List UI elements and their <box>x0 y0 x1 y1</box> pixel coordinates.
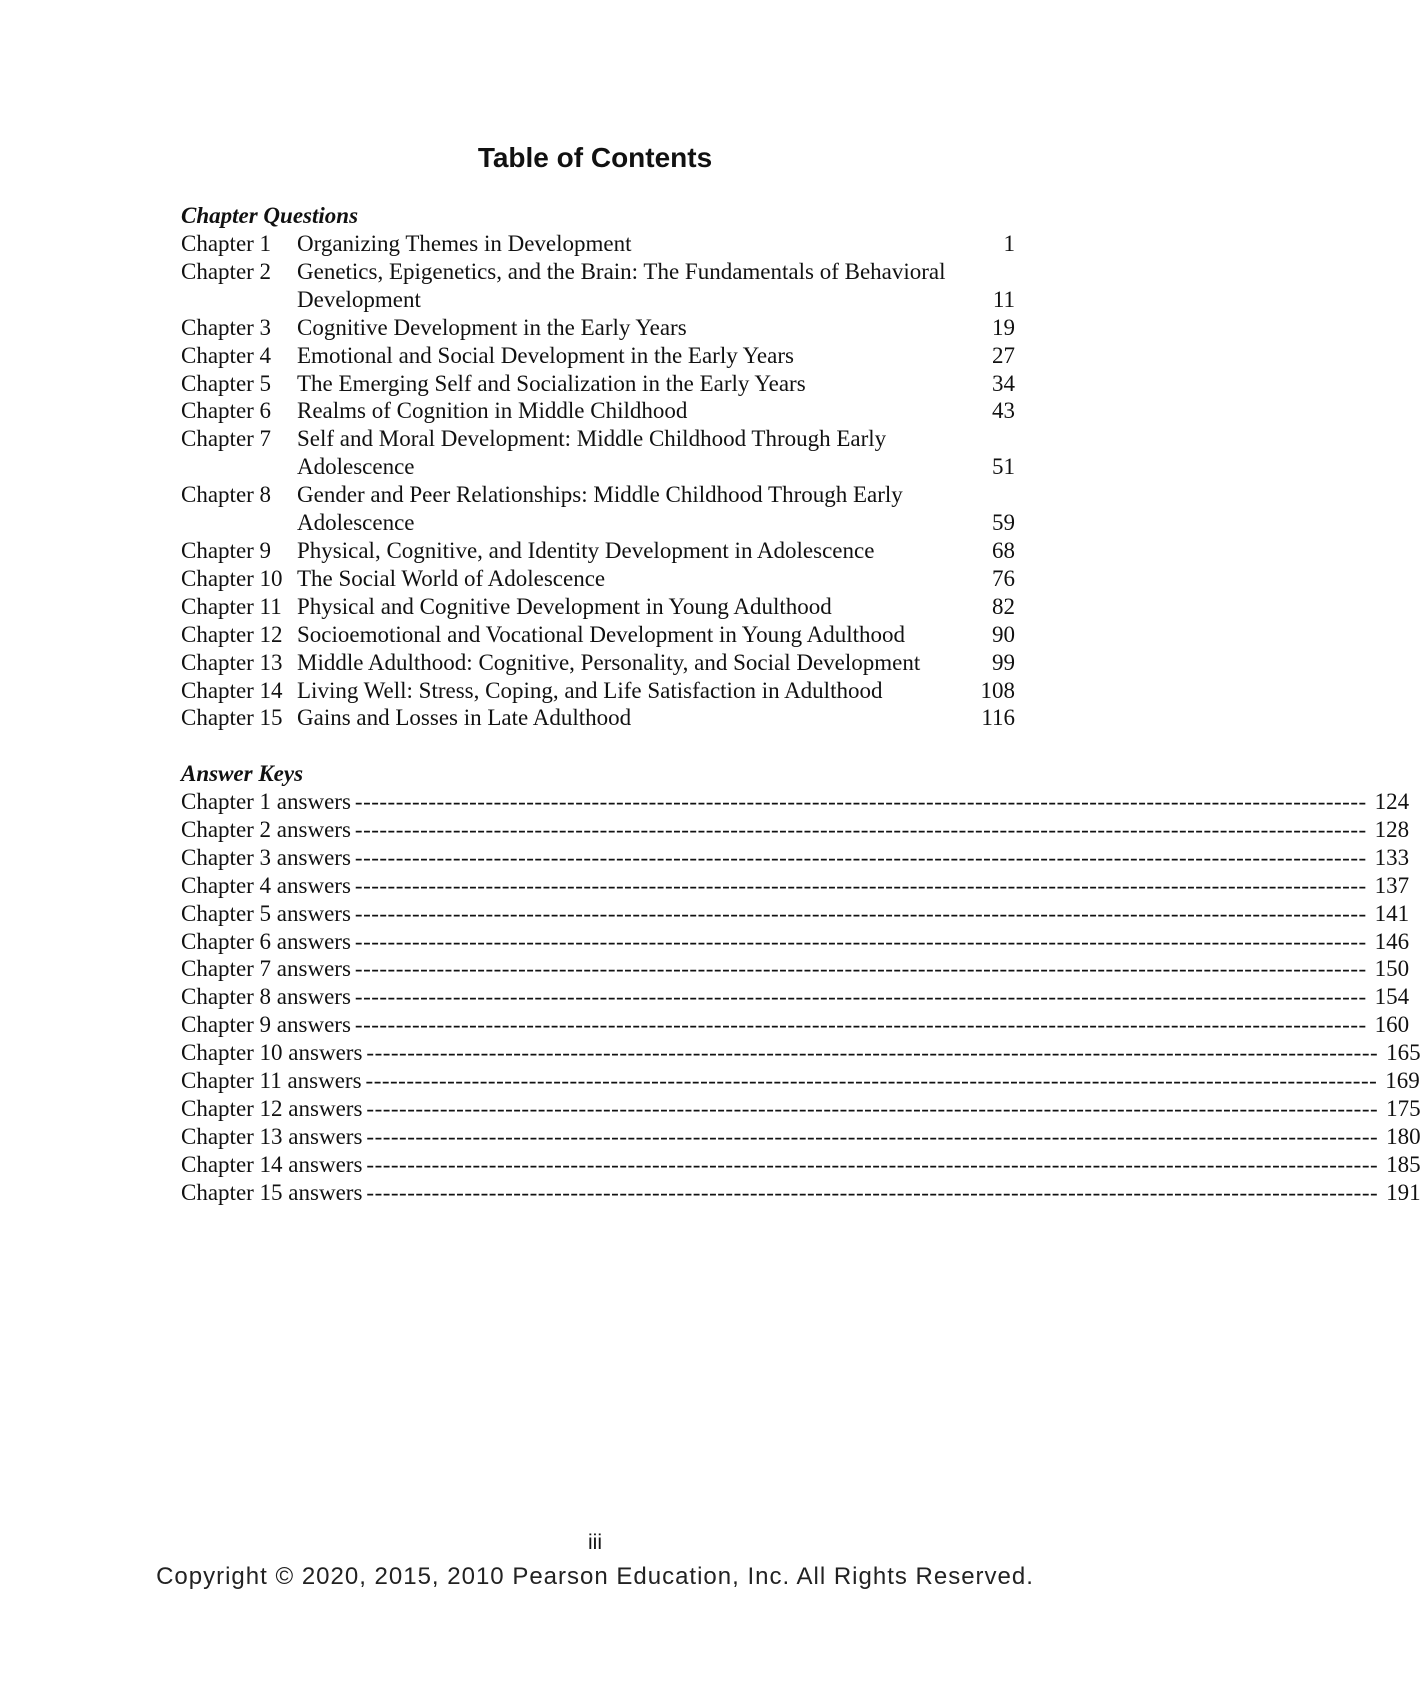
chapter-questions-heading: Chapter Questions <box>181 203 359 228</box>
toc-entry <box>181 621 1015 649</box>
page-number-ref: 169 <box>1385 1068 1420 1094</box>
answer-label: Chapter 6 answers <box>181 928 351 954</box>
page-number-ref: 191 <box>1386 1179 1421 1205</box>
answer-entry <box>181 844 1410 872</box>
page-number-ref: 99 <box>992 649 1015 675</box>
answer-entry <box>181 1123 1421 1151</box>
page-number-ref: 141 <box>1374 900 1410 926</box>
answer-entry <box>181 955 1410 983</box>
chapter-title: Living Well: Stress, Coping, and Life Satisfaction in Adulthood <box>297 677 883 703</box>
toc-entry <box>181 677 1015 705</box>
page-footer-number: iii <box>588 1531 602 1554</box>
toc-entry <box>181 425 1015 481</box>
chapter-title: Gains and Losses in Late Adulthood <box>297 705 632 731</box>
answer-keys-list <box>181 788 1421 1207</box>
toc-entry <box>181 537 1015 565</box>
page-number-ref: 34 <box>992 370 1015 396</box>
answer-entry <box>181 1067 1420 1095</box>
answer-label: Chapter 8 answers <box>181 984 351 1010</box>
page-number-ref: 116 <box>981 705 1015 731</box>
dot-leader: ---------------------------------------------------------------------------------------------------------------------------- <box>366 1123 1379 1149</box>
toc-entry <box>181 649 1015 677</box>
toc-entry <box>181 397 1015 425</box>
page-number-ref: 68 <box>992 537 1015 563</box>
answer-entry <box>181 788 1410 816</box>
answer-keys-heading: Answer Keys <box>181 761 304 786</box>
page-number-ref: 128 <box>1374 816 1410 842</box>
page-number-ref: 59 <box>992 510 1015 536</box>
chapter-questions-list <box>181 230 1015 732</box>
dot-leader: ---------------------------------------------------------------------------------------------------------------------------- <box>354 789 1367 814</box>
chapter-label: Chapter 14 <box>181 677 283 703</box>
page-number-ref: 180 <box>1386 1123 1421 1149</box>
answer-label: Chapter 12 answers <box>181 1095 363 1121</box>
dot-leader: ---------------------------------------------------------------------------------------------------------------------------- <box>366 1179 1379 1205</box>
answer-entry <box>181 1095 1421 1123</box>
dot-leader: ---------------------------------------------------------------------------------------------------------------------------- <box>354 956 1367 982</box>
answer-label: Chapter 2 answers <box>181 816 351 842</box>
chapter-title-line: Self and Moral Development: Middle Childhood Through Early <box>297 426 887 452</box>
answer-entry <box>181 928 1410 956</box>
toc-entry <box>181 593 1015 621</box>
dot-leader: ---------------------------------------------------------------------------------------------------------------------------- <box>354 1012 1367 1038</box>
answer-entry <box>181 1179 1421 1207</box>
answer-label: Chapter 4 answers <box>181 872 351 898</box>
toc-entry <box>181 565 1015 593</box>
page-number-ref: 124 <box>1374 789 1410 814</box>
chapter-title: Cognitive Development in the Early Years <box>297 314 687 340</box>
chapter-title: Organizing Themes in Development <box>297 231 632 256</box>
dot-leader: ---------------------------------------------------------------------------------------------------------------------------- <box>354 844 1367 870</box>
page-number-ref: 1 <box>1003 231 1015 256</box>
answer-label: Chapter 3 answers <box>181 844 351 870</box>
dot-leader: ---------------------------------------------------------------------------------------------------------------------------- <box>366 1040 1379 1066</box>
chapter-label: Chapter 9 <box>181 537 272 563</box>
chapter-title: Socioemotional and Vocational Development in Young Adulthood <box>297 621 905 647</box>
answer-entry <box>181 872 1410 900</box>
answer-label: Chapter 14 answers <box>181 1151 363 1177</box>
page-number-ref: 43 <box>992 398 1015 424</box>
answer-label: Chapter 15 answers <box>181 1179 363 1205</box>
chapter-title: Middle Adulthood: Cognitive, Personality, and Social Development <box>297 649 921 675</box>
chapter-label: Chapter 6 <box>181 398 272 424</box>
page-number-ref: 90 <box>992 621 1015 647</box>
chapter-title <box>297 425 955 481</box>
page-number-ref: 108 <box>980 677 1015 703</box>
dot-leader: ---------------------------------------------------------------------------------------------------------------------------- <box>366 1095 1379 1121</box>
page-number-ref: 27 <box>992 342 1015 368</box>
answer-label: Chapter 7 answers <box>181 956 351 982</box>
page-number-ref: 51 <box>992 454 1015 480</box>
toc-entry <box>181 370 1015 398</box>
dot-leader: ---------------------------------------------------------------------------------------------------------------------------- <box>354 872 1367 898</box>
chapter-label: Chapter 1 <box>181 231 272 256</box>
chapter-label: Chapter 15 <box>181 705 283 731</box>
chapter-label: Chapter 10 <box>181 565 283 591</box>
page-number-ref: 175 <box>1386 1095 1421 1121</box>
toc-entry <box>181 481 1015 537</box>
page-number-ref: 11 <box>992 286 1015 312</box>
page-number-ref: 19 <box>992 314 1015 340</box>
page-number-ref: 82 <box>992 593 1015 619</box>
answer-entry <box>181 900 1410 928</box>
chapter-label: Chapter 3 <box>181 314 272 340</box>
page-number-ref: 146 <box>1374 928 1410 954</box>
chapter-label: Chapter 13 <box>181 649 283 675</box>
chapter-label: Chapter 7 <box>181 426 272 452</box>
toc-entry <box>181 230 1015 258</box>
toc-entry <box>181 314 1015 342</box>
chapter-title: Emotional and Social Development in the Early Years <box>297 342 794 368</box>
answer-entry <box>181 1039 1421 1067</box>
chapter-title: Physical and Cognitive Development in Young Adulthood <box>297 593 832 619</box>
page-number-ref: 137 <box>1374 872 1410 898</box>
chapter-title-line: Development <box>297 286 421 312</box>
chapter-title <box>297 481 955 537</box>
page-title: Table of Contents <box>477 142 713 173</box>
chapter-title: Realms of Cognition in Middle Childhood <box>297 398 688 424</box>
chapter-label: Chapter 12 <box>181 621 283 647</box>
dot-leader: ---------------------------------------------------------------------------------------------------------------------------- <box>366 1151 1379 1177</box>
page-number-ref: 76 <box>992 565 1015 591</box>
toc-entry <box>181 342 1015 370</box>
answer-label: Chapter 9 answers <box>181 1012 351 1038</box>
chapter-label: Chapter 8 <box>181 482 272 508</box>
answer-entry <box>181 983 1410 1011</box>
chapter-title-line: Gender and Peer Relationships: Middle Childhood Through Early <box>297 482 903 508</box>
answer-label: Chapter 13 answers <box>181 1123 363 1149</box>
chapter-title <box>297 258 955 314</box>
toc-entry <box>181 258 1015 314</box>
chapter-label: Chapter 4 <box>181 342 272 368</box>
answer-entry <box>181 1151 1421 1179</box>
copyright-text: Copyright © 2020, 2015, 2010 Pearson Education, Inc. All Rights Reserved. <box>156 1563 1034 1590</box>
page-number-ref: 160 <box>1374 1012 1410 1038</box>
answer-entry <box>181 1011 1410 1039</box>
chapter-title-line: Genetics, Epigenetics, and the Brain: The Fundamentals of Behavioral <box>297 258 946 284</box>
answer-entry <box>181 816 1410 844</box>
toc-entry <box>181 704 1015 732</box>
page-number-ref: 133 <box>1374 844 1410 870</box>
page-number-ref: 165 <box>1386 1040 1421 1066</box>
dot-leader: ---------------------------------------------------------------------------------------------------------------------------- <box>354 984 1367 1010</box>
dot-leader: ---------------------------------------------------------------------------------------------------------------------------- <box>354 928 1367 954</box>
chapter-title: The Social World of Adolescence <box>297 565 606 591</box>
chapter-title-line: Adolescence <box>297 454 415 480</box>
answer-label: Chapter 11 answers <box>181 1068 362 1094</box>
page-number-ref: 154 <box>1374 984 1410 1010</box>
chapter-label: Chapter 11 <box>181 593 282 619</box>
page-number-ref: 150 <box>1374 956 1410 982</box>
chapter-title-line: Adolescence <box>297 510 415 536</box>
chapter-title: The Emerging Self and Socialization in the Early Years <box>297 370 806 396</box>
answer-label: Chapter 10 answers <box>181 1040 363 1066</box>
dot-leader: ---------------------------------------------------------------------------------------------------------------------------- <box>365 1068 1378 1094</box>
dot-leader: ---------------------------------------------------------------------------------------------------------------------------- <box>354 816 1367 842</box>
answer-label: Chapter 1 answers <box>181 789 351 814</box>
page-number-ref: 185 <box>1386 1151 1421 1177</box>
dot-leader: ---------------------------------------------------------------------------------------------------------------------------- <box>354 900 1367 926</box>
chapter-title: Physical, Cognitive, and Identity Development in Adolescence <box>297 537 875 563</box>
chapter-label: Chapter 5 <box>181 370 272 396</box>
answer-label: Chapter 5 answers <box>181 900 351 926</box>
chapter-label: Chapter 2 <box>181 258 272 284</box>
copyright-footer <box>0 1563 1190 1590</box>
